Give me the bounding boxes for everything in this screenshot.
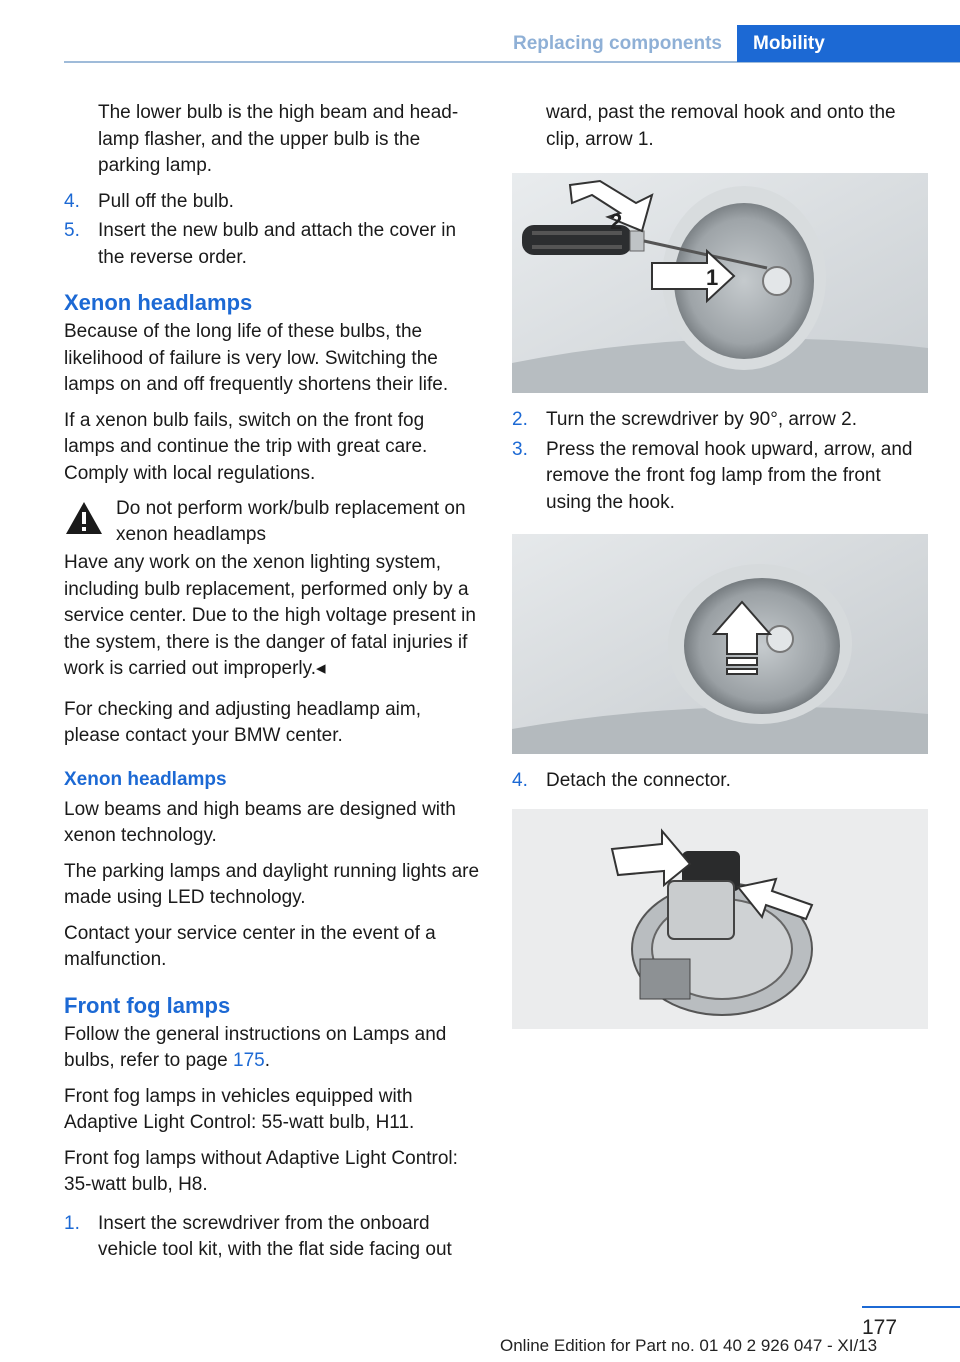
paragraph: If a xenon bulb fails, switch on the front fog lamps and continue the trip with great care. Comply with local regulations. (64, 409, 428, 484)
paragraph: Front fog lamps without Adaptive Light Control: 35-watt bulb, H8. (64, 1147, 458, 1195)
continued-text: ward, past the removal hook and onto the clip, arrow 1. (546, 102, 896, 150)
warning-title: Do not perform work/bulb replacement on xenon headlamps (116, 498, 466, 545)
connector-illustration (512, 809, 928, 1029)
page-number: 177 (862, 1316, 898, 1339)
section-heading-fog: Front fog lamps (64, 992, 231, 1018)
paragraph: The parking lamps and daylight running lights are made using LED technology. (64, 860, 480, 908)
step-text: Press the removal hook upward, arrow, and remove the front fog lamp from the front using the hook. (546, 438, 913, 513)
header-chapter-tab: Mobility (737, 25, 960, 62)
step-text: Turn the screwdriver by 90°, arrow 2. (546, 409, 858, 430)
edition-text: Online Edition for Part no. 01 40 2 926 047 - XI/13 (500, 1336, 878, 1355)
step-number: 3. (512, 438, 528, 460)
list-item (512, 768, 928, 795)
paragraph: Contact your service center in the event of a malfunction. (64, 922, 436, 970)
step-text: Insert the new bulb and attach the cover in the reverse order. (98, 220, 457, 268)
paragraph: Because of the long life of these bulbs, the likelihood of failure is very low. Switching the lamps on and off frequently shortens their life. (64, 321, 449, 395)
header-section-title: Replacing components (512, 33, 722, 54)
list-item (64, 218, 480, 271)
step-number: 1. (64, 1212, 80, 1234)
section-heading-xenon: Xenon headlamps (64, 290, 253, 315)
step-number: 2. (512, 409, 528, 430)
list-item (512, 437, 928, 517)
warning-triangle-icon (64, 496, 116, 548)
step-number: 4. (64, 190, 80, 212)
warning-body: Have any work on the xenon lighting system, including bulb replacement, performed only by a service center. Due to the high voltage present in the system, there is the danger of fatal injuries if work is carried out improperly.◂ (64, 552, 476, 679)
footer-rule (862, 1306, 960, 1308)
page-link[interactable]: 175 (233, 1050, 265, 1071)
svg-text:1: 1 (706, 265, 719, 290)
paragraph: For checking and adjusting headlamp aim, please contact your BMW center. (64, 698, 421, 746)
step-text: Detach the connector. (546, 770, 731, 791)
list-item (64, 1211, 480, 1264)
sub-heading-xenon: Xenon headlamps (64, 768, 227, 790)
step-number: 5. (64, 220, 80, 241)
intro-text: The lower bulb is the high beam and headlamp flasher, and the upper bulb is the parking lamp. (98, 102, 459, 176)
warning-block (64, 496, 480, 548)
paragraph: Front fog lamps in vehicles equipped with Adaptive Light Control: 55-watt bulb, H11. (64, 1085, 415, 1133)
removal-hook-illustration (512, 534, 928, 754)
svg-text:2: 2 (610, 209, 623, 234)
figure-screwdriver (512, 173, 928, 393)
left-column (64, 100, 480, 1267)
figure-connector (512, 809, 928, 1029)
list-item (512, 407, 928, 434)
list-item (64, 189, 480, 216)
step-text: Pull off the bulb. (98, 190, 234, 212)
step-number: 4. (512, 770, 528, 791)
paragraph: Low beams and high beams are designed with xenon technology. (64, 798, 456, 846)
screwdriver-illustration (512, 173, 928, 393)
paragraph: Follow the general instructions on Lamps and bulbs, refer to page 175. (64, 1023, 447, 1071)
figure-removal-hook (512, 534, 928, 754)
step-text: Insert the screwdriver from the onboard vehicle tool kit, with the flat side facing out (98, 1212, 452, 1260)
right-column (512, 100, 928, 1043)
